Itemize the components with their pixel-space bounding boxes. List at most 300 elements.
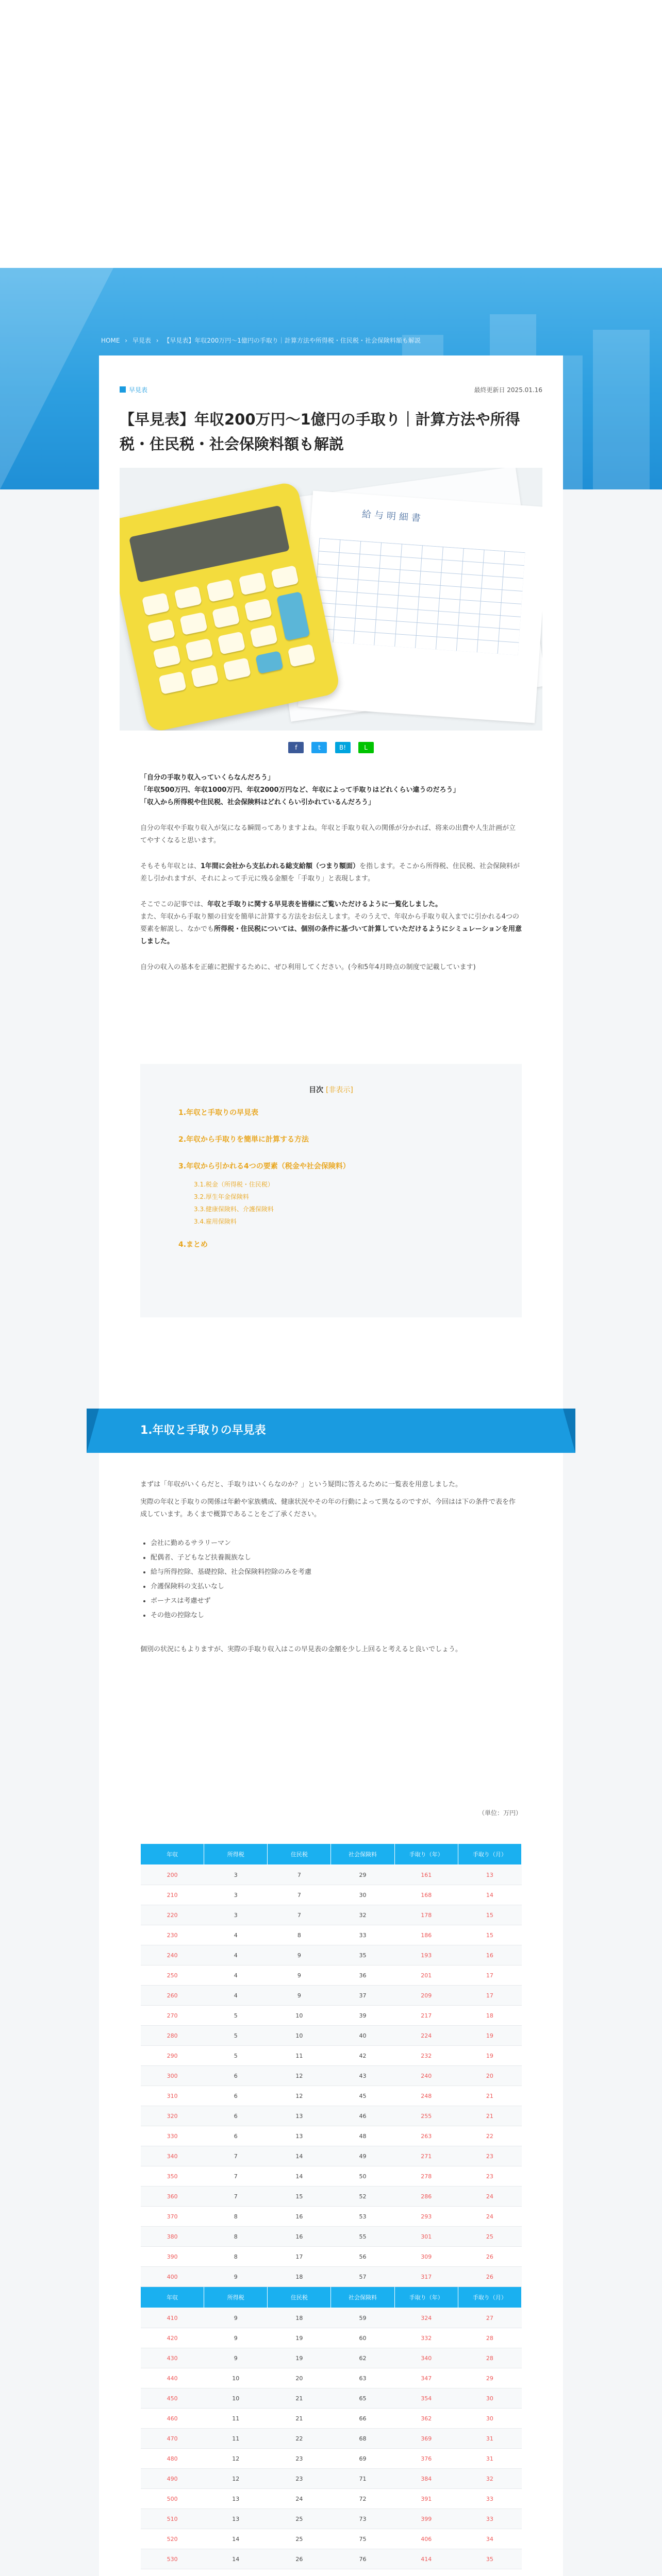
- table-row: [141, 2066, 522, 2086]
- payslip-label: 給与明細書: [361, 509, 424, 524]
- calculator-key: [191, 665, 219, 688]
- table-cell: 6: [204, 2086, 268, 2106]
- text-strong: 所得税・住民税については、個別の条件に基づいて計算していただけるようにシミュレーションを用意しました。: [140, 925, 522, 945]
- table-cell: 19: [458, 2026, 521, 2046]
- table-row: [141, 2569, 522, 2576]
- table-cell: 21: [268, 2388, 331, 2409]
- table-cell: [331, 2569, 394, 2576]
- toc-title: [140, 1084, 522, 1095]
- table-cell: 36: [331, 1965, 394, 1986]
- table-cell: 520: [141, 2529, 204, 2549]
- table-cell: 224: [394, 2026, 458, 2046]
- table-cell: 13: [204, 2509, 268, 2529]
- table-cell: 13: [204, 2489, 268, 2509]
- table-row: [141, 2469, 522, 2489]
- table-cell: 28: [458, 2348, 521, 2368]
- calculator-key: [147, 619, 175, 642]
- breadcrumb-current: 【早見表】年収200万円〜1億円の手取り｜計算方法や所得税・住民税・社会保険料額も解説: [163, 337, 421, 344]
- table-row: [141, 2409, 522, 2429]
- table-cell: 45: [331, 2086, 394, 2106]
- calculator-key: [153, 645, 181, 668]
- calculator-key: [179, 612, 207, 635]
- table-cell: 260: [141, 1986, 204, 2006]
- article: [99, 355, 563, 2576]
- table-cell: 23: [458, 2146, 521, 2166]
- table-row: [141, 2126, 522, 2146]
- table-cell: 360: [141, 2187, 204, 2207]
- heading-notch: [87, 1409, 99, 1453]
- table-cell: 380: [141, 2227, 204, 2247]
- table-cell: 248: [394, 2086, 458, 2106]
- table-cell: 31: [458, 2449, 521, 2469]
- table-cell: 6: [204, 2066, 268, 2086]
- table-row: [141, 2388, 522, 2409]
- column-header: 手取り（年）: [394, 1844, 458, 1865]
- category-badge[interactable]: [120, 386, 147, 394]
- table-cell: 13: [268, 2106, 331, 2126]
- table-cell: 230: [141, 1925, 204, 1945]
- intro-paragraph: [140, 860, 522, 885]
- table-cell: 16: [458, 1945, 521, 1965]
- breadcrumb-separator: ›: [156, 337, 159, 344]
- table-cell: 369: [394, 2429, 458, 2449]
- column-header: 所得税: [204, 2287, 268, 2308]
- table-cell: [268, 2569, 331, 2576]
- table-cell: 286: [394, 2187, 458, 2207]
- table-cell: 10: [204, 2368, 268, 2388]
- toc-toggle[interactable]: [非表示]: [325, 1086, 353, 1094]
- table-cell: 414: [394, 2549, 458, 2569]
- folder-icon: [120, 386, 126, 393]
- table-cell: 33: [458, 2489, 521, 2509]
- table-cell: 324: [394, 2308, 458, 2328]
- article-meta: [120, 385, 542, 396]
- table-cell: 391: [394, 2489, 458, 2509]
- table-cell: 280: [141, 2026, 204, 2046]
- table-cell: 26: [458, 2267, 521, 2287]
- table-cell: 7: [268, 1905, 331, 1925]
- calculator-key: [174, 586, 202, 609]
- list-item: • 配偶者、子どもなど扶養親族なし: [151, 1551, 522, 1565]
- text-span: を指します。そこから所得税、住民税、社会保険料が差し引かれますが、それによって手元に残る金額を「手取り」と表現します。: [140, 862, 520, 883]
- table-row: [141, 1945, 522, 1965]
- table-cell: 470: [141, 2429, 204, 2449]
- table-cell: 4: [204, 1925, 268, 1945]
- table-row: [141, 2449, 522, 2469]
- table-cell: 10: [268, 2026, 331, 2046]
- toc-subitem-link[interactable]: 3.2.厚生年金保険料: [194, 1193, 249, 1200]
- calculator-key: [223, 657, 251, 681]
- column-header: 手取り（月）: [458, 1844, 521, 1865]
- intro-text: [140, 772, 522, 987]
- table-cell: 350: [141, 2166, 204, 2187]
- table-cell: 30: [458, 2388, 521, 2409]
- toc-title-text: 目次: [309, 1086, 324, 1094]
- column-header: 社会保険料: [331, 2287, 394, 2308]
- list-item: • 会社に勤めるサラリーマン: [151, 1536, 522, 1551]
- list-item: • ボーナスは考慮せず: [151, 1594, 522, 1608]
- heading-notch: [563, 1409, 575, 1453]
- table-row: [141, 1925, 522, 1945]
- table-row: [141, 2227, 522, 2247]
- table-cell: 255: [394, 2106, 458, 2126]
- table-cell: 460: [141, 2409, 204, 2429]
- table-cell: 12: [268, 2066, 331, 2086]
- table-cell: 32: [458, 2469, 521, 2489]
- category-label: 早見表: [129, 386, 148, 394]
- table-cell: 24: [458, 2207, 521, 2227]
- calculator-key: [212, 605, 240, 629]
- column-header: 所得税: [204, 1844, 268, 1865]
- eyecatch-image: [120, 468, 542, 731]
- site-header: [0, 0, 662, 268]
- table-cell: 39: [331, 2006, 394, 2026]
- table-cell: 21: [458, 2106, 521, 2126]
- column-header: 住民税: [268, 2287, 331, 2308]
- table-cell: 7: [268, 1885, 331, 1905]
- table-cell: 29: [458, 2368, 521, 2388]
- column-header: 手取り（月）: [458, 2287, 521, 2308]
- table-cell: 10: [204, 2388, 268, 2409]
- table-cell: 21: [458, 2086, 521, 2106]
- table-cell: 15: [458, 1905, 521, 1925]
- breadcrumb-category[interactable]: 早見表: [132, 337, 151, 344]
- column-header: 年収: [141, 1844, 204, 1865]
- table-cell: 8: [204, 2207, 268, 2227]
- table-cell: 60: [331, 2328, 394, 2348]
- table-cell: 9: [268, 1945, 331, 1965]
- table-cell: 26: [458, 2247, 521, 2267]
- table-cell: 332: [394, 2328, 458, 2348]
- table-cell: 320: [141, 2106, 204, 2126]
- table-cell: 30: [331, 1885, 394, 1905]
- table-cell: 5: [204, 2026, 268, 2046]
- table-cell: 11: [204, 2429, 268, 2449]
- table-cell: 11: [268, 2046, 331, 2066]
- updated-date: 最終更新日 2025.01.16: [474, 386, 542, 394]
- table-cell: 161: [394, 1865, 458, 1885]
- table-row: [141, 1986, 522, 2006]
- table-cell: 56: [331, 2247, 394, 2267]
- table-cell: 42: [331, 2046, 394, 2066]
- table-cell: 250: [141, 1965, 204, 1986]
- table-cell: 340: [141, 2146, 204, 2166]
- intro-paragraph: 自分の年収や手取り収入が気になる瞬間ってありますよね。年収と手取り収入の関係が分かれば、将来の出費や人生計画が立てやすくなると思います。: [140, 824, 516, 844]
- table-cell: 309: [394, 2247, 458, 2267]
- twitter-share-button[interactable]: t: [311, 742, 327, 753]
- table-cell: 52: [331, 2187, 394, 2207]
- table-row: [141, 1865, 522, 1885]
- text-span: また、年収から手取り額の目安を簡単に計算する方法をお伝えします。そのうえで、年収から手取り収入までに引かれる4つの要素を解説し、なかでも: [140, 913, 519, 933]
- line-share-button[interactable]: L: [358, 742, 374, 753]
- table-row: [141, 1905, 522, 1925]
- table-cell: 18: [268, 2267, 331, 2287]
- column-header: 住民税: [268, 1844, 331, 1865]
- table-cell: 270: [141, 2006, 204, 2026]
- table-cell: 7: [268, 1865, 331, 1885]
- table-cell: 22: [458, 2126, 521, 2146]
- table-cell: 6: [204, 2126, 268, 2146]
- table-cell: 186: [394, 1925, 458, 1945]
- table-cell: 27: [458, 2308, 521, 2328]
- calculator-screen: [129, 505, 290, 583]
- table-cell: 4: [204, 1945, 268, 1965]
- table-cell: 384: [394, 2469, 458, 2489]
- table-cell: 8: [204, 2227, 268, 2247]
- table-cell: 68: [331, 2429, 394, 2449]
- table-cell: 23: [268, 2449, 331, 2469]
- table-cell: 35: [331, 1945, 394, 1965]
- table-cell: 399: [394, 2509, 458, 2529]
- table-row: [141, 2348, 522, 2368]
- list-item: • その他の控除なし: [151, 1608, 522, 1623]
- table-cell: 263: [394, 2126, 458, 2146]
- table-cell: 500: [141, 2489, 204, 2509]
- breadcrumb: [101, 336, 424, 345]
- calculator-key: [218, 631, 245, 654]
- table-cell: 13: [268, 2126, 331, 2146]
- table-cell: 59: [331, 2308, 394, 2328]
- income-table-grid: [140, 1843, 522, 2576]
- table-cell: 75: [331, 2529, 394, 2549]
- table-row: [141, 2166, 522, 2187]
- table-cell: 293: [394, 2207, 458, 2227]
- table-cell: 317: [394, 2267, 458, 2287]
- table-cell: 193: [394, 1945, 458, 1965]
- table-row: [141, 2368, 522, 2388]
- table-cell: 168: [394, 1885, 458, 1905]
- table-cell: 3: [204, 1865, 268, 1885]
- table-cell: 5: [204, 2046, 268, 2066]
- table-cell: 271: [394, 2146, 458, 2166]
- column-header: 年収: [141, 2287, 204, 2308]
- text-strong: 1年間に会社から支払われる総支給額（つまり額面）: [201, 862, 360, 870]
- table-cell: 32: [331, 1905, 394, 1925]
- calculator-key: [142, 592, 170, 616]
- list-item: • 介護保険料の支払いなし: [151, 1580, 522, 1594]
- table-cell: 25: [268, 2529, 331, 2549]
- table-cell: 209: [394, 1986, 458, 2006]
- table-cell: 430: [141, 2348, 204, 2368]
- table-cell: [458, 2569, 521, 2576]
- table-cell: 340: [394, 2348, 458, 2368]
- text-span: そこでこの記事では、: [140, 901, 208, 908]
- table-cell: 57: [331, 2267, 394, 2287]
- table-cell: 17: [458, 1965, 521, 1986]
- table-cell: 13: [458, 1865, 521, 1885]
- table-cell: 49: [331, 2146, 394, 2166]
- calculator-key: [250, 624, 277, 648]
- table-cell: 9: [204, 2348, 268, 2368]
- table-row: [141, 2509, 522, 2529]
- table-cell: 3: [204, 1905, 268, 1925]
- table-row: [141, 2106, 522, 2126]
- table-cell: 301: [394, 2227, 458, 2247]
- table-cell: 178: [394, 1905, 458, 1925]
- table-header-row: [141, 1844, 522, 1865]
- page-title: 【早見表】年収200万円〜1億円の手取り｜計算方法や所得税・住民税・社会保険料額も解説: [120, 411, 520, 453]
- table-row: [141, 2026, 522, 2046]
- table-cell: [204, 2569, 268, 2576]
- table-cell: 43: [331, 2066, 394, 2086]
- table-cell: 12: [204, 2469, 268, 2489]
- table-cell: 9: [204, 2328, 268, 2348]
- table-row: [141, 2207, 522, 2227]
- table-row: [141, 2549, 522, 2569]
- table-cell: 25: [268, 2509, 331, 2529]
- table-cell: 201: [394, 1965, 458, 1986]
- table-cell: 17: [268, 2247, 331, 2267]
- table-cell: 14: [204, 2549, 268, 2569]
- table-cell: 66: [331, 2409, 394, 2429]
- table-cell: 450: [141, 2388, 204, 2409]
- table-cell: 390: [141, 2247, 204, 2267]
- text-span: そもそも年収とは、: [140, 862, 201, 870]
- hero-shape: [0, 268, 113, 489]
- table-cell: 10: [268, 2006, 331, 2026]
- table-cell: 354: [394, 2388, 458, 2409]
- hatena-share-button[interactable]: B!: [335, 742, 351, 753]
- table-header-row: [141, 2287, 522, 2308]
- list-item: • 給与所得控除、基礎控除、社会保険料控除のみを考慮: [151, 1565, 522, 1580]
- table-cell: 7: [204, 2166, 268, 2187]
- toc-item[interactable]: 3.年収から引かれる4つの要素（税金や社会保険料）: [178, 1162, 350, 1171]
- text-strong: 年収と手取りに関する早見表を皆様にご覧いただけるように一覧化しました。: [207, 901, 442, 908]
- table-cell: 65: [331, 2388, 394, 2409]
- column-header: 社会保険料: [331, 1844, 394, 1865]
- table-cell: 19: [458, 2046, 521, 2066]
- table-cell: 8: [268, 1925, 331, 1945]
- table-cell: 4: [204, 1965, 268, 1986]
- toc-subitem-link[interactable]: 3.3.健康保険料、介護保険料: [194, 1206, 274, 1213]
- table-cell: 14: [268, 2146, 331, 2166]
- calculator-key: [158, 671, 186, 694]
- toc-subitem: [194, 1178, 522, 1228]
- table-cell: 200: [141, 1865, 204, 1885]
- table-cell: 210: [141, 1885, 204, 1905]
- unit-label: （単位：万円）: [478, 1809, 522, 1817]
- table-row: [141, 2187, 522, 2207]
- table-cell: 9: [204, 2308, 268, 2328]
- table-row: [141, 1885, 522, 1905]
- intro-question: 「自分の手取り収入っていくらなんだろう」: [140, 774, 275, 782]
- table-row: [141, 1965, 522, 1986]
- intro-question: 「年収500万円、年収1000万円、年収2000万円など、年収によって手取りはどれくらい違うのだろう」: [140, 786, 460, 794]
- table-cell: 46: [331, 2106, 394, 2126]
- table-cell: 35: [458, 2549, 521, 2569]
- table-cell: 21: [268, 2409, 331, 2429]
- payslip-grid: [312, 538, 525, 655]
- toc-subitem-link[interactable]: 3.4.雇用保険料: [194, 1218, 237, 1225]
- table-cell: 510: [141, 2509, 204, 2529]
- breadcrumb-home[interactable]: HOME: [101, 337, 120, 344]
- table-cell: 9: [204, 2267, 268, 2287]
- toc-item[interactable]: 1.年収と手取りの早見表: [178, 1109, 259, 1117]
- table-cell: 12: [204, 2449, 268, 2469]
- table-cell: 72: [331, 2489, 394, 2509]
- calculator-key: [244, 598, 272, 621]
- table-cell: 19: [268, 2348, 331, 2368]
- calculator-key: [288, 644, 316, 667]
- table-cell: 7: [204, 2187, 268, 2207]
- intro-paragraph: [140, 899, 522, 948]
- toc-list: [140, 1107, 522, 1249]
- table-cell: 33: [331, 1925, 394, 1945]
- table-row: [141, 2529, 522, 2549]
- table-cell: 490: [141, 2469, 204, 2489]
- intro-paragraph: 自分の収入の基本を正確に把握するために、ぜひ利用してください。(今和5年4月時点の制度で記載しています): [140, 963, 476, 971]
- table-cell: 7: [204, 2146, 268, 2166]
- table-cell: 18: [458, 2006, 521, 2026]
- table-row: [141, 2308, 522, 2328]
- table-cell: 3: [204, 1885, 268, 1905]
- table-cell: 48: [331, 2126, 394, 2146]
- calculator-key: [239, 572, 267, 595]
- table-cell: 22: [268, 2429, 331, 2449]
- table-cell: 20: [268, 2368, 331, 2388]
- table-cell: 23: [458, 2166, 521, 2187]
- toc-item[interactable]: 2.年収から手取りを簡単に計算する方法: [178, 1136, 309, 1144]
- table-row: [141, 2429, 522, 2449]
- table-cell: 240: [141, 1945, 204, 1965]
- table-cell: 347: [394, 2368, 458, 2388]
- table-cell: 40: [331, 2026, 394, 2046]
- section-paragraph: 個別の状況にもよりますが、実際の手取り収入はこの早見表の金額を少し上回ると考えると良いでしょう。: [140, 1646, 462, 1653]
- table-cell: 33: [458, 2509, 521, 2529]
- table-cell: 220: [141, 1905, 204, 1925]
- section-body: [140, 1479, 522, 1671]
- table-cell: 362: [394, 2409, 458, 2429]
- table-cell: 278: [394, 2166, 458, 2187]
- table-cell: 62: [331, 2348, 394, 2368]
- toc-item[interactable]: 4.まとめ: [178, 1241, 208, 1249]
- table-cell: 15: [458, 1925, 521, 1945]
- table-cell: 18: [268, 2308, 331, 2328]
- table-cell: 63: [331, 2368, 394, 2388]
- table-cell: 73: [331, 2509, 394, 2529]
- table-cell: 20: [458, 2066, 521, 2086]
- table-cell: 19: [268, 2328, 331, 2348]
- table-cell: 15: [268, 2187, 331, 2207]
- table-row: [141, 2247, 522, 2267]
- table-cell: 480: [141, 2449, 204, 2469]
- table-cell: 76: [331, 2549, 394, 2569]
- intro-question: 「収入から所得税や住民税、社会保険料はどれくらい引かれているんだろう」: [140, 799, 375, 806]
- column-header: 手取り（年）: [394, 2287, 458, 2308]
- table-cell: 9: [268, 1965, 331, 1986]
- conditions-list: [140, 1536, 522, 1623]
- table-cell: 25: [458, 2227, 521, 2247]
- calculator-key: [185, 638, 213, 662]
- table-cell: 24: [458, 2187, 521, 2207]
- table-cell: 400: [141, 2267, 204, 2287]
- section-paragraph: 実際の年収と手取りの関係は年齢や家族構成、健康状況やその年の行動によって異なるのですが、今回はは下の条件で表を作成しています。あくまで概算であることをご了承ください。: [140, 1498, 516, 1518]
- table-cell: 440: [141, 2368, 204, 2388]
- calculator-key: [271, 565, 299, 588]
- table-cell: 14: [458, 1885, 521, 1905]
- section-title: 1.年収と手取りの早見表: [140, 1424, 266, 1437]
- table-cell: 23: [268, 2469, 331, 2489]
- table-cell: 28: [458, 2328, 521, 2348]
- toc-subitem-link[interactable]: 3.1.税金（所得税・住民税）: [194, 1181, 274, 1188]
- table-cell: 30: [458, 2409, 521, 2429]
- table-of-contents: [140, 1064, 522, 1317]
- table-cell: 31: [458, 2429, 521, 2449]
- facebook-share-button[interactable]: f: [288, 742, 304, 753]
- table-cell: 53: [331, 2207, 394, 2227]
- table-cell: 240: [394, 2066, 458, 2086]
- table-cell: 530: [141, 2549, 204, 2569]
